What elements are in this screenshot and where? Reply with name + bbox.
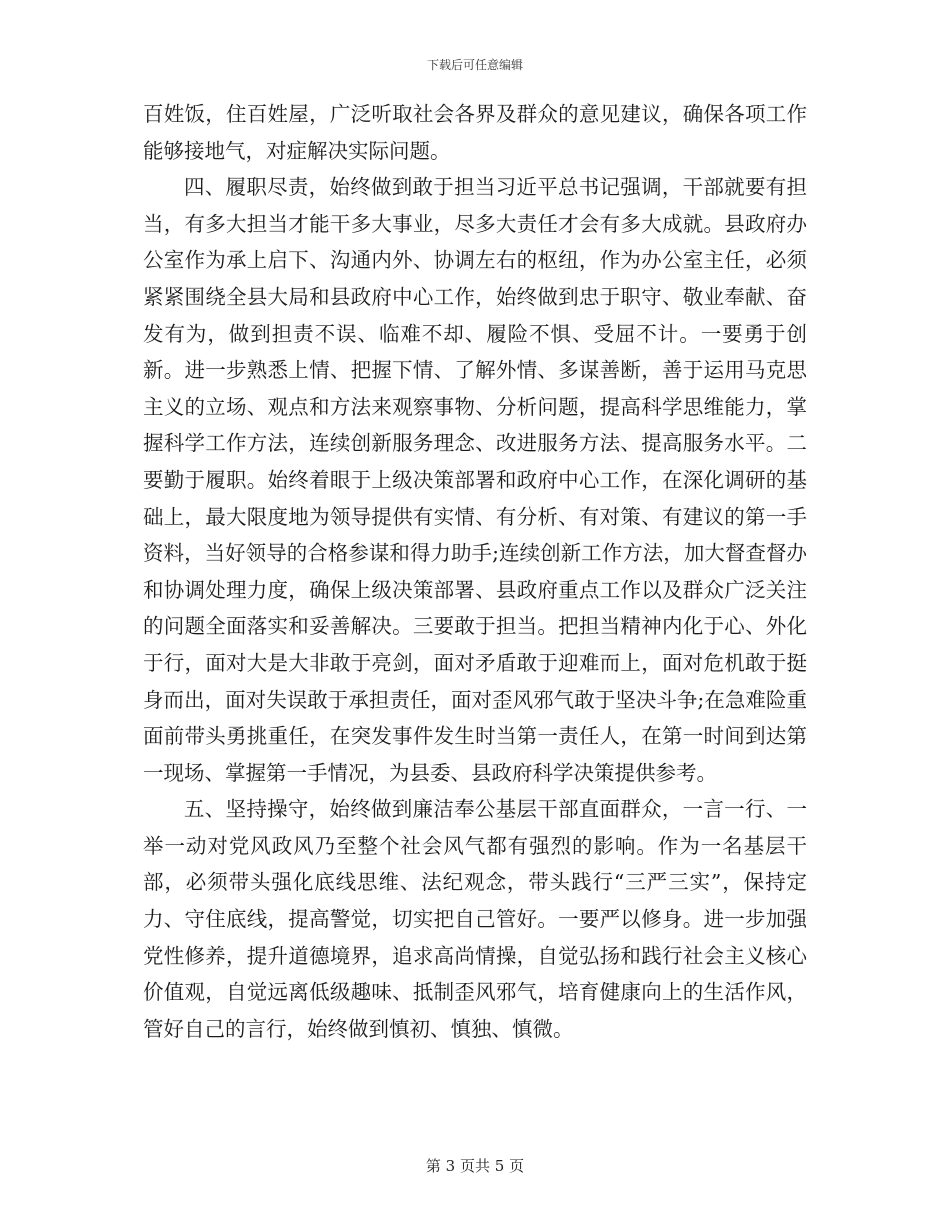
paragraph-continuation: 百姓饭，住百姓屋，广泛听取社会各界及群众的意见建议，确保各项工作能够接地气，对症解决实际问题。 [143,102,807,163]
document-body [143,96,807,1047]
page-number: 第 3 页共 5 页 [425,1157,525,1175]
page-header: 下载后可任意编辑 [426,58,523,72]
paragraph-section-five: 五、坚持操守，始终做到廉洁奉公基层干部直面群众，一言一行、一举一动对党风政风乃至整个社会风气都有强烈的影响。作为一名基层干部，必须带头强化底线思维、法纪观念，带头践行“三严三实”，保持定力、守住底线，提高警觉，切实把自己管好。一要严以修身。进一步加强党性修养，提升道德境界，追求高尚情操，自觉弘扬和践行社会主义核心价值观，自觉远离低级趣味、抵制歪风邪气，培育健康向上的生活作风，管好自己的言行，始终做到慎初、慎独、慎微。 [143,797,807,1041]
paragraph-section-four: 四、履职尽责，始终做到敢于担当习近平总书记强调，干部就要有担当，有多大担当才能干多大事业，尽多大责任才会有多大成就。县政府办公室作为承上启下、沟通内外、协调左右的枢纽，作为办公室主任，必须紧紧围绕全县大局和县政府中心工作，始终做到忠于职守、敬业奉献、奋发有为，做到担责不误、临难不却、履险不惧、受屈不计。一要勇于创新。进一步熟悉上情、把握下情、了解外情、多谋善断，善于运用马克思主义的立场、观点和方法来观察事物、分析问题，提高科学思维能力，掌握科学工作方法，连续创新服务理念、改进服务方法、提高服务水平。二要勤于履职。始终着眼于上级决策部署和政府中心工作，在深化调研的基础上，最大限度地为领导提供有实情、有分析、有对策、有建议的第一手资料，当好领导的合格参谋和得力助手;连续创新工作方法，加大督查督办和协调处理力度，确保上级决策部署、县政府重点工作以及群众广泛关注的问题全面落实和妥善解决。三要敢于担当。把担当精神内化于心、外化于行，面对大是大非敢于亮剑，面对矛盾敢于迎难而上，面对危机敢于挺身而出，面对失误敢于承担责任，面对歪风邪气敢于坚决斗争;在急难险重面前带头勇挑重任，在突发事件发生时当第一责任人，在第一时间到达第一现场、掌握第一手情况，为县委、县政府科学决策提供参考。 [143,175,807,785]
